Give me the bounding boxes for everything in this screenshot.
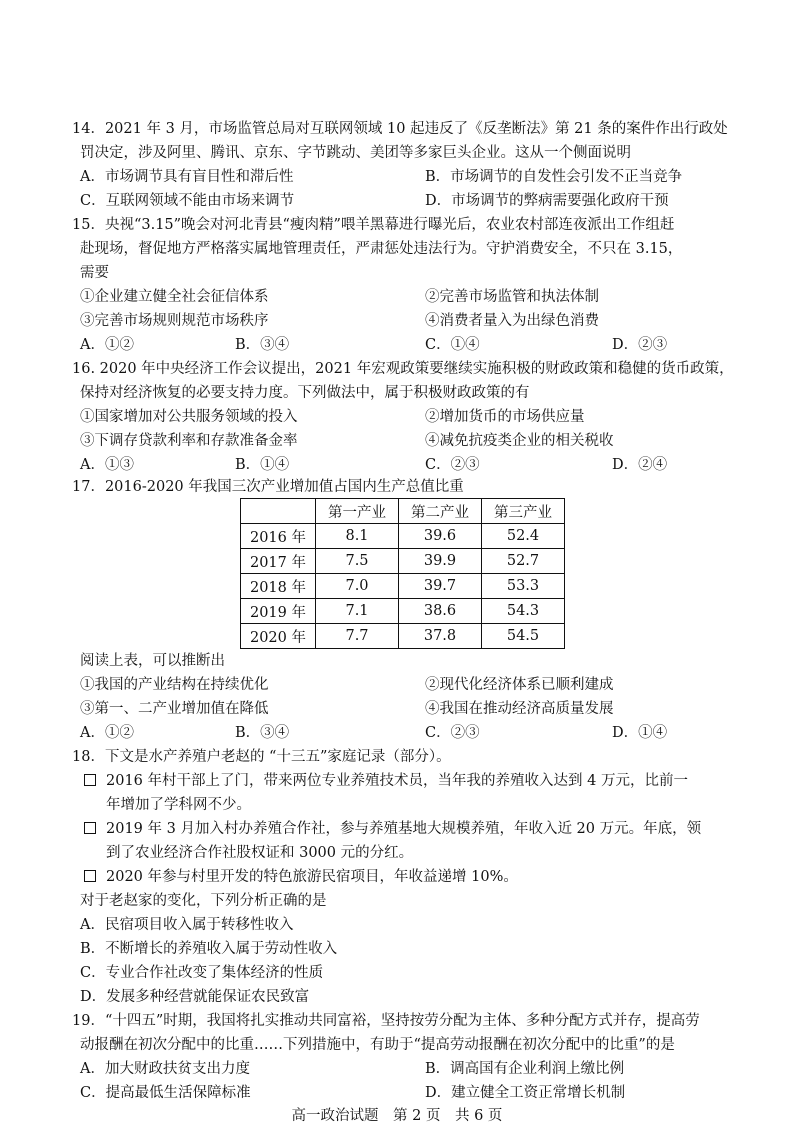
table-cell: 39.7 bbox=[399, 574, 482, 599]
table-cell: 54.5 bbox=[482, 624, 565, 649]
q18-record-1-line-1 bbox=[84, 770, 688, 792]
table-cell: 2019 年 bbox=[241, 599, 316, 624]
q15-option-d: D．②③ bbox=[612, 337, 668, 353]
q14-option-d: D．市场调节的弊病需要强化政府干预 bbox=[425, 193, 669, 209]
q15-option-c: C．①④ bbox=[425, 337, 480, 353]
q18-record-2-line-1 bbox=[84, 818, 701, 840]
q17-option-c: C．②③ bbox=[425, 725, 480, 741]
table-cell: 38.6 bbox=[399, 599, 482, 624]
q14-option-a: A．市场调节具有盲目性和滞后性 bbox=[80, 169, 294, 185]
q17-option-d: D．①④ bbox=[612, 725, 668, 741]
q15-stem-line-3: 需要 bbox=[80, 265, 109, 281]
q16-option-d: D．②④ bbox=[612, 457, 668, 473]
table-row bbox=[241, 549, 565, 574]
q17-stem: 17．2016-2020 年我国三次产业增加值占国内生产总值比重 bbox=[72, 479, 464, 495]
q19-stem-line-1: 19．“十四五”时期，我国将扎实推动共同富裕，坚持按劳分配为主体、多种分配方式并存，提高劳 bbox=[72, 1013, 700, 1029]
table-cell: 37.8 bbox=[399, 624, 482, 649]
q18-record-3 bbox=[84, 866, 518, 888]
q16-statement-4: ④减免抗疫类企业的相关税收 bbox=[425, 433, 614, 449]
q18-prompt: 对于老赵家的变化，下列分析正确的是 bbox=[80, 893, 327, 909]
q16-option-b: B．①④ bbox=[235, 457, 290, 473]
table-cell: 2018 年 bbox=[241, 574, 316, 599]
table-cell: 7.1 bbox=[316, 599, 399, 624]
table-header-cell: 第一产业 bbox=[316, 499, 399, 524]
table-cell: 8.1 bbox=[316, 524, 399, 549]
q16-statement-1: ①国家增加对公共服务领域的投入 bbox=[80, 409, 298, 425]
table-header-cell bbox=[241, 499, 316, 524]
table-header-row bbox=[241, 499, 565, 524]
q17-statement-3: ③第一、二产业增加值在降低 bbox=[80, 701, 269, 717]
table-header-cell: 第三产业 bbox=[482, 499, 565, 524]
q18-option-a: A．民宿项目收入属于转移性收入 bbox=[80, 917, 294, 933]
table-cell: 52.7 bbox=[482, 549, 565, 574]
q19-option-d: D．建立健全工资正常增长机制 bbox=[425, 1085, 626, 1101]
q19-option-b: B．调高国有企业利润上缴比例 bbox=[425, 1061, 625, 1077]
q15-statement-1: ①企业建立健全社会征信体系 bbox=[80, 289, 269, 305]
q16-option-a: A．①③ bbox=[80, 457, 134, 473]
table-cell: 39.6 bbox=[399, 524, 482, 549]
q15-option-b: B．③④ bbox=[235, 337, 290, 353]
q17-statement-1: ①我国的产业结构在持续优化 bbox=[80, 677, 269, 693]
q16-statement-2: ②增加货币的市场供应量 bbox=[425, 409, 585, 425]
checkbox-icon bbox=[84, 822, 96, 834]
q18-record-1-line-2: 年增加了学科网不少。 bbox=[106, 797, 251, 813]
q14-stem-line-2: 罚决定，涉及阿里、腾讯、京东、字节跳动、美团等多家巨头企业。这从一个侧面说明 bbox=[80, 145, 631, 161]
checkbox-icon bbox=[84, 870, 96, 882]
q17-statement-4: ④我国在推动经济高质量发展 bbox=[425, 701, 614, 717]
page-footer: 高一政治试题 第 2 页 共 6 页 bbox=[291, 1108, 503, 1124]
table-cell: 52.4 bbox=[482, 524, 565, 549]
table-cell: 7.7 bbox=[316, 624, 399, 649]
checkbox-icon bbox=[84, 774, 96, 786]
q18-stem: 18．下文是水产养殖户老赵的 “十三五”家庭记录（部分）。 bbox=[72, 749, 451, 765]
table-cell: 39.9 bbox=[399, 549, 482, 574]
q18-option-c: C．专业合作社改变了集体经济的性质 bbox=[80, 965, 324, 981]
table-cell: 2020 年 bbox=[241, 624, 316, 649]
q15-stem-line-1: 15．央视“3.15”晚会对河北青县“瘦肉精”喂羊黑幕进行曝光后，农业农村部连夜派出工作组赶 bbox=[72, 217, 675, 233]
q15-statement-3: ③完善市场规则规范市场秩序 bbox=[80, 313, 269, 329]
table-cell: 53.3 bbox=[482, 574, 565, 599]
q17-option-b: B．③④ bbox=[235, 725, 290, 741]
q19-option-a: A．加大财政扶贫支出力度 bbox=[80, 1061, 250, 1077]
q17-option-a: A．①② bbox=[80, 725, 134, 741]
table-row bbox=[241, 599, 565, 624]
q16-stem-line-2: 保持对经济恢复的必要支持力度。下列做法中，属于积极财政政策的有 bbox=[80, 385, 530, 401]
q19-option-c: C．提高最低生活保障标准 bbox=[80, 1085, 251, 1101]
table-cell: 54.3 bbox=[482, 599, 565, 624]
q14-option-b: B．市场调节的自发性会引发不正当竞争 bbox=[425, 169, 683, 185]
table-cell: 2016 年 bbox=[241, 524, 316, 549]
q15-statement-2: ②完善市场监管和执法体制 bbox=[425, 289, 599, 305]
record-text: 2020 年参与村里开发的特色旅游民宿项目，年收益递增 10%。 bbox=[106, 869, 518, 885]
table-cell: 7.5 bbox=[316, 549, 399, 574]
industry-share-table bbox=[240, 498, 565, 649]
q15-option-a: A．①② bbox=[80, 337, 134, 353]
q17-statement-2: ②现代化经济体系已顺利建成 bbox=[425, 677, 614, 693]
q16-option-c: C．②③ bbox=[425, 457, 480, 473]
table-header-cell: 第二产业 bbox=[399, 499, 482, 524]
q16-statement-3: ③下调存贷款利率和存款准备金率 bbox=[80, 433, 298, 449]
table-cell: 7.0 bbox=[316, 574, 399, 599]
record-text: 2016 年村干部上了门，带来两位专业养殖技术员，当年我的养殖收入达到 4 万元，比前一 bbox=[106, 773, 688, 789]
table-row bbox=[241, 624, 565, 649]
table-row bbox=[241, 524, 565, 549]
q18-option-b: B．不断增长的养殖收入属于劳动性收入 bbox=[80, 941, 338, 957]
q18-option-d: D．发展多种经营就能保证农民致富 bbox=[80, 989, 310, 1005]
q15-stem-line-2: 赴现场，督促地方严格落实属地管理责任，严肃惩处违法行为。守护消费安全，不只在 3.15， bbox=[80, 241, 683, 257]
q18-record-2-line-2: 到了农业经济合作社股权证和 3000 元的分红。 bbox=[106, 845, 414, 861]
record-text: 2019 年 3 月加入村办养殖合作社，参与养殖基地大规模养殖，年收入近 20 万元。年底，领 bbox=[106, 821, 702, 837]
q17-prompt: 阅读上表，可以推断出 bbox=[80, 653, 225, 669]
q16-stem-line-1: 16. 2020 年中央经济工作会议提出，2021 年宏观政策要继续实施积极的财政政策和稳健的货币政策， bbox=[72, 361, 734, 377]
q19-stem-line-2: 动报酬在初次分配中的比重……下列措施中，有助于“提高劳动报酬在初次分配中的比重”的是 bbox=[80, 1037, 675, 1053]
q14-option-c: C．互联网领域不能由市场来调节 bbox=[80, 193, 295, 209]
q15-statement-4: ④消费者量入为出绿色消费 bbox=[425, 313, 599, 329]
table-cell: 2017 年 bbox=[241, 549, 316, 574]
q14-stem-line-1: 14．2021 年 3 月，市场监管总局对互联网领域 10 起违反了《反垄断法》第 21 条的案件作出行政处 bbox=[72, 121, 728, 137]
table-row bbox=[241, 574, 565, 599]
